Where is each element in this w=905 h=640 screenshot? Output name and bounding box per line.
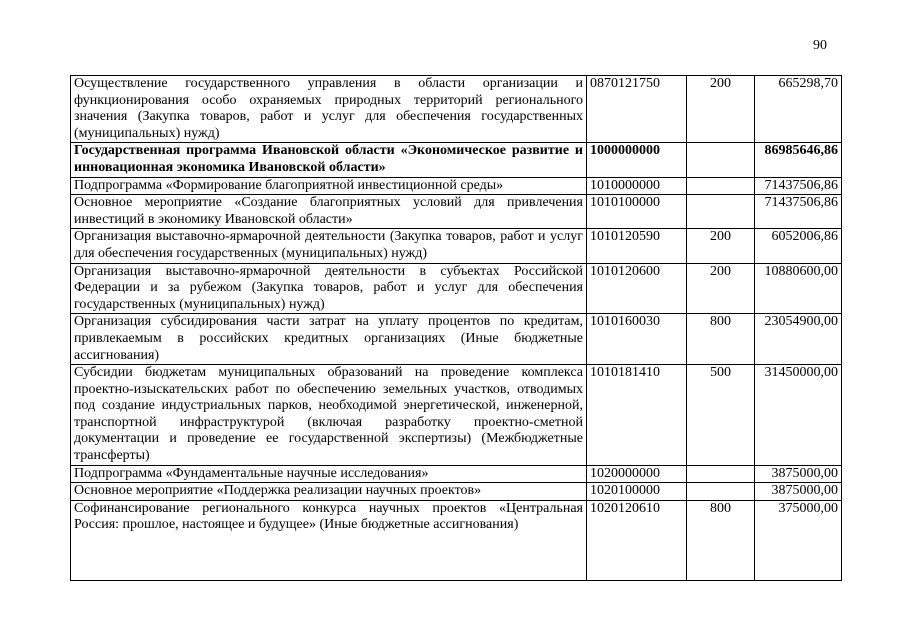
table-row bbox=[71, 465, 842, 483]
amount: 31450000,00 bbox=[755, 365, 842, 466]
table-row bbox=[71, 314, 842, 365]
amount: 23054900,00 bbox=[755, 314, 842, 365]
amount: 86985646,86 bbox=[755, 143, 842, 177]
table-row bbox=[71, 76, 842, 143]
expense-type bbox=[687, 483, 755, 501]
table-row bbox=[71, 195, 842, 229]
table-row bbox=[71, 500, 842, 580]
target-code: 1020120610 bbox=[587, 500, 687, 580]
item-name: Организация выставочно-ярмарочной деятельности (Закупка товаров, работ и услуг для обеспечения государственных (муниципальных) нужд) bbox=[71, 229, 587, 263]
table-row bbox=[71, 229, 842, 263]
table-row bbox=[71, 263, 842, 314]
table-row bbox=[71, 365, 842, 466]
table-row bbox=[71, 177, 842, 195]
expense-type bbox=[687, 177, 755, 195]
expense-type bbox=[687, 465, 755, 483]
target-code: 0870121750 bbox=[587, 76, 687, 143]
item-name: Софинансирование регионального конкурса научных проектов «Центральная Россия: прошлое, настоящее и будущее» (Иные бюджетные ассигнования) bbox=[71, 500, 587, 580]
budget-table bbox=[70, 75, 842, 581]
expense-type: 200 bbox=[687, 229, 755, 263]
amount: 6052006,86 bbox=[755, 229, 842, 263]
target-code: 1010120600 bbox=[587, 263, 687, 314]
target-code: 1020000000 bbox=[587, 465, 687, 483]
item-name: Государственная программа Ивановской области «Экономическое развитие и инновационная экономика Ивановской области» bbox=[71, 143, 587, 177]
expense-type bbox=[687, 195, 755, 229]
expense-type bbox=[687, 143, 755, 177]
amount: 665298,70 bbox=[755, 76, 842, 143]
item-name: Основное мероприятие «Создание благоприятных условий для привлечения инвестиций в экономику Ивановской области» bbox=[71, 195, 587, 229]
target-code: 1010000000 bbox=[587, 177, 687, 195]
expense-type: 800 bbox=[687, 500, 755, 580]
expense-type: 800 bbox=[687, 314, 755, 365]
item-name: Подпрограмма «Формирование благоприятной инвестиционной среды» bbox=[71, 177, 587, 195]
amount: 10880600,00 bbox=[755, 263, 842, 314]
amount: 3875000,00 bbox=[755, 465, 842, 483]
target-code: 1010120590 bbox=[587, 229, 687, 263]
item-name: Организация выставочно-ярмарочной деятельности в субъектах Российской Федерации и за рубежом (Закупка товаров, работ и услуг для обеспечения государственных (муниципальных) нужд) bbox=[71, 263, 587, 314]
amount: 375000,00 bbox=[755, 500, 842, 580]
expense-type: 200 bbox=[687, 263, 755, 314]
amount: 71437506,86 bbox=[755, 177, 842, 195]
amount: 3875000,00 bbox=[755, 483, 842, 501]
item-name: Подпрограмма «Фундаментальные научные исследования» bbox=[71, 465, 587, 483]
expense-type: 200 bbox=[687, 76, 755, 143]
item-name: Основное мероприятие «Поддержка реализации научных проектов» bbox=[71, 483, 587, 501]
target-code: 1020100000 bbox=[587, 483, 687, 501]
table-row bbox=[71, 143, 842, 177]
item-name: Субсидии бюджетам муниципальных образований на проведение комплекса проектно-изыскательских работ по обеспечению земельных участков, отводимых под создание индустриальных парков, необходимой энергетической, инженерной, транспортной инфраструктурой (включая разработку проектно-сметной документации и проведение ее государственной экспертизы) (Межбюджетные трансферты) bbox=[71, 365, 587, 466]
page-number: 90 bbox=[813, 38, 827, 53]
target-code: 1010160030 bbox=[587, 314, 687, 365]
amount: 71437506,86 bbox=[755, 195, 842, 229]
table-row bbox=[71, 483, 842, 501]
item-name: Осуществление государственного управления в области организации и функционирования особо охраняемых природных территорий регионального значения (Закупка товаров, работ и услуг для обеспечения государственных (муниципальных) нужд) bbox=[71, 76, 587, 143]
item-name: Организация субсидирования части затрат на уплату процентов по кредитам, привлекаемым в российских кредитных организациях (Иные бюджетные ассигнования) bbox=[71, 314, 587, 365]
target-code: 1010100000 bbox=[587, 195, 687, 229]
target-code: 1010181410 bbox=[587, 365, 687, 466]
expense-type: 500 bbox=[687, 365, 755, 466]
target-code: 1000000000 bbox=[587, 143, 687, 177]
